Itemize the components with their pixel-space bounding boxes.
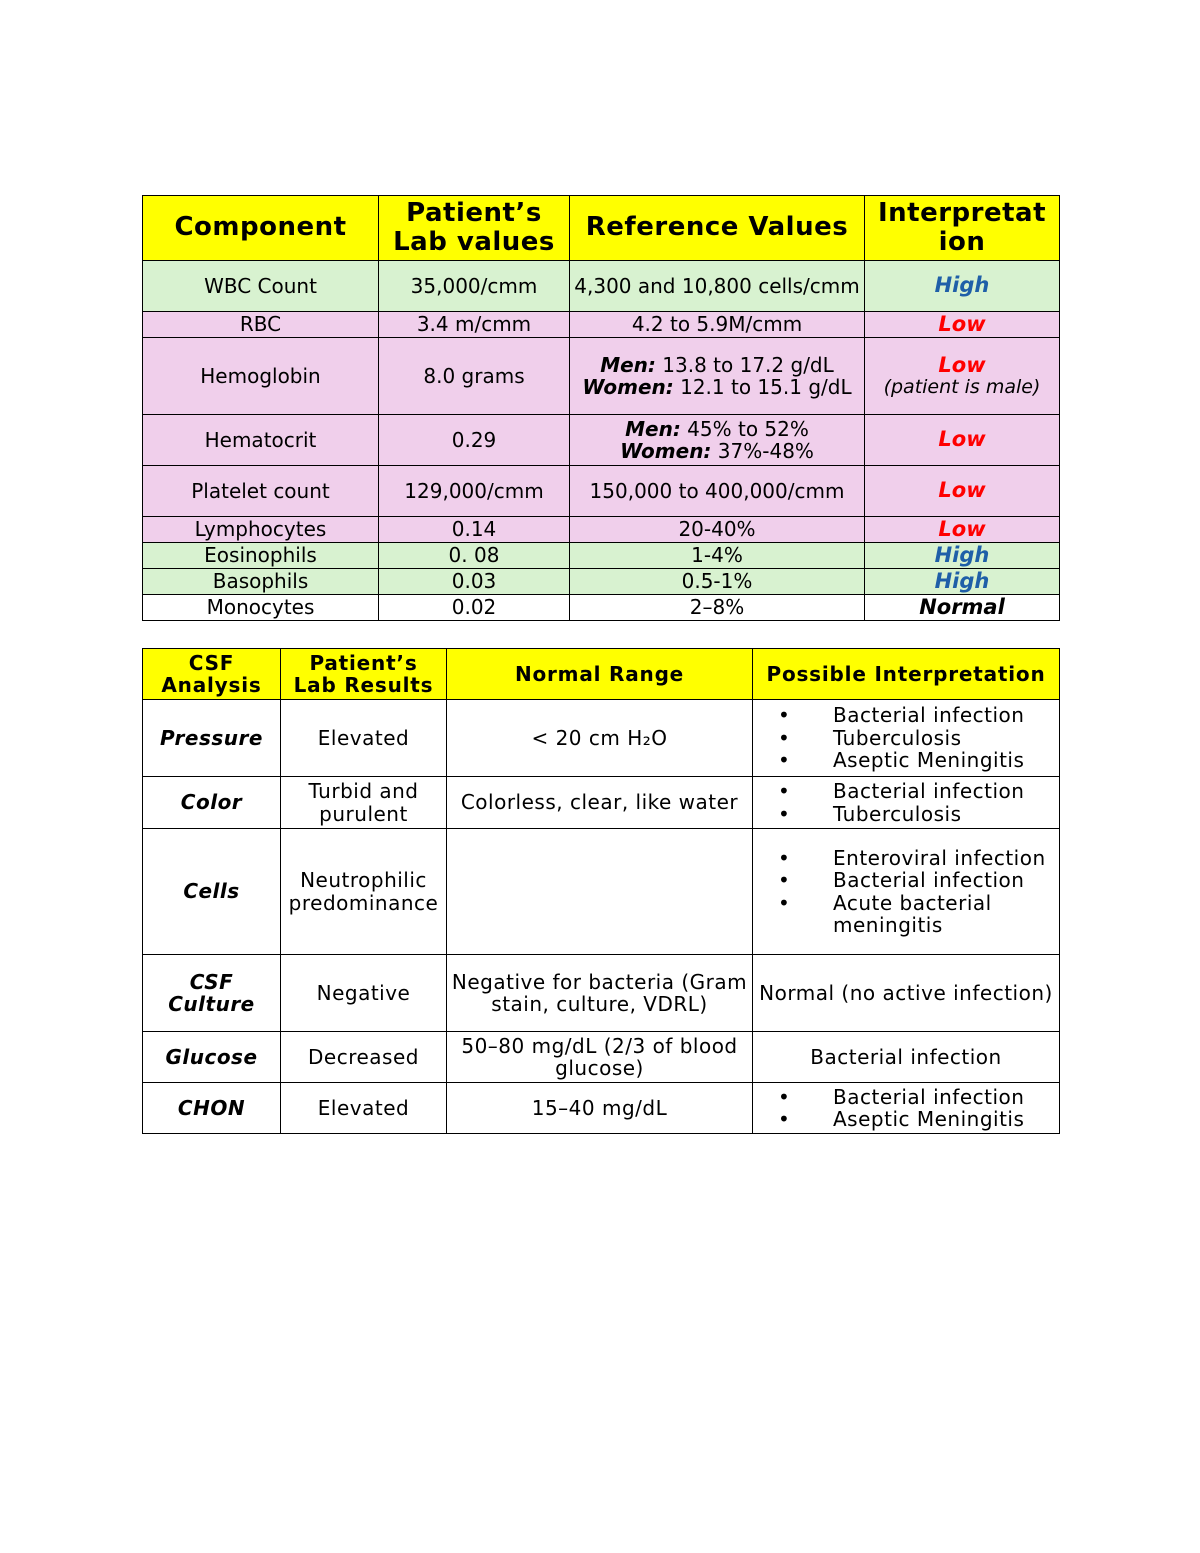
interpretation-cell [865, 312, 1060, 338]
interpretation-cell [753, 777, 1060, 829]
interpretation-high: High [934, 568, 990, 593]
reference-cell: 0.5-1% [570, 569, 865, 595]
parameter-cell: Pressure [143, 700, 281, 777]
interpretation-high: High [934, 273, 990, 298]
interpretation-cell [865, 466, 1060, 517]
value-cell: 0. 08 [379, 543, 570, 569]
parameter-cell: Cells [143, 829, 281, 955]
value-cell: 0.29 [379, 415, 570, 466]
header-reference-values: Reference Values [570, 196, 865, 261]
interpretation-cell [753, 700, 1060, 777]
list-item: • Acute bacterial meningitis [773, 892, 1055, 937]
interpretation-cell: Bacterial infection [753, 1032, 1060, 1083]
interpretation-low: Low [938, 516, 986, 541]
parameter-cell: Color [143, 777, 281, 829]
interpretation-note: (patient is male) [883, 376, 1041, 399]
table-row [143, 543, 1060, 569]
interpretation-low: Low [938, 352, 986, 377]
men-range: 45% to 52% [680, 416, 809, 441]
value-cell: 0.02 [379, 595, 570, 621]
table-row [143, 777, 1060, 829]
range-cell: 15–40 mg/dL [447, 1083, 753, 1134]
table-row [143, 261, 1060, 312]
range-cell: Colorless, clear, like water [447, 777, 753, 829]
women-range: 37%-48% [711, 439, 814, 463]
reference-cell: 4.2 to 5.9M/cmm [570, 312, 865, 338]
table-row [143, 415, 1060, 466]
interpretation-high: High [934, 542, 990, 567]
interpretation-list [773, 1086, 1055, 1131]
reference-cell: 2–8% [570, 595, 865, 621]
reference-cell: 4,300 and 10,800 cells/cmm [570, 261, 865, 312]
table-row [143, 1032, 1060, 1083]
interpretation-cell [865, 415, 1060, 466]
table-row [143, 517, 1060, 543]
interpretation-low: Low [938, 427, 986, 452]
interpretation-list [773, 847, 1055, 937]
component-cell: Platelet count [143, 466, 379, 517]
component-cell: Basophils [143, 569, 379, 595]
interpretation-cell [865, 569, 1060, 595]
header-interpretation: Interpretat ion [865, 196, 1060, 261]
interpretation-low: Low [938, 478, 986, 503]
header-component: Component [143, 196, 379, 261]
result-cell: Negative [281, 955, 447, 1032]
parameter-cell: CHON [143, 1083, 281, 1134]
interpretation-list [773, 704, 1055, 771]
table-row [143, 955, 1060, 1032]
table-row [143, 312, 1060, 338]
csf-header-row [143, 649, 1060, 700]
reference-cell: 1-4% [570, 543, 865, 569]
list-item: • Bacterial infection [773, 704, 1055, 726]
table-row [143, 829, 1060, 955]
value-cell: 129,000/cmm [379, 466, 570, 517]
interpretation-list [773, 780, 1055, 825]
interpretation-cell [865, 338, 1060, 415]
table-row [143, 1083, 1060, 1134]
table-row [143, 569, 1060, 595]
table-row [143, 338, 1060, 415]
header-patient-lab-values: Patient’s Lab values [379, 196, 570, 261]
interpretation-cell [865, 261, 1060, 312]
component-cell: RBC [143, 312, 379, 338]
cbc-lab-table [142, 195, 1060, 621]
component-cell: WBC Count [143, 261, 379, 312]
interpretation-cell [865, 543, 1060, 569]
interpretation-normal: Normal [919, 594, 1005, 619]
interpretation-cell [865, 595, 1060, 621]
interpretation-cell [865, 517, 1060, 543]
list-item: • Bacterial infection [773, 1086, 1055, 1108]
women-range: 12.1 to 15.1 g/dL [673, 375, 852, 399]
value-cell: 0.14 [379, 517, 570, 543]
header-possible-interpretation: Possible Interpretation [753, 649, 1060, 700]
value-cell: 8.0 grams [379, 338, 570, 415]
result-cell: Neutrophilic predominance [281, 829, 447, 955]
list-item: • Bacterial infection [773, 869, 1055, 891]
men-label: Men: [625, 416, 681, 441]
men-label: Men: [600, 352, 656, 377]
table-row [143, 700, 1060, 777]
value-cell: 0.03 [379, 569, 570, 595]
table-row [143, 466, 1060, 517]
header-csf-analysis: CSF Analysis [143, 649, 281, 700]
reference-cell: 150,000 to 400,000/cmm [570, 466, 865, 517]
interpretation-low: Low [938, 311, 986, 336]
range-cell: 50–80 mg/dL (2/3 of blood glucose) [447, 1032, 753, 1083]
reference-cell [570, 415, 865, 466]
interpretation-cell: Normal (no active infection) [753, 955, 1060, 1032]
list-item: • Tuberculosis [773, 803, 1055, 825]
women-label: Women: [620, 439, 712, 463]
header-normal-range: Normal Range [447, 649, 753, 700]
value-cell: 3.4 m/cmm [379, 312, 570, 338]
reference-cell: 20-40% [570, 517, 865, 543]
header-patient-lab-results: Patient’s Lab Results [281, 649, 447, 700]
parameter-cell: CSF Culture [143, 955, 281, 1032]
list-item: • Aseptic Meningitis [773, 1108, 1055, 1130]
range-cell [447, 829, 753, 955]
list-item: • Enteroviral infection [773, 847, 1055, 869]
list-item: • Bacterial infection [773, 780, 1055, 802]
range-cell: Negative for bacteria (Gram stain, culture, VDRL) [447, 955, 753, 1032]
parameter-cell: Glucose [143, 1032, 281, 1083]
interpretation-cell [753, 829, 1060, 955]
result-cell: Elevated [281, 1083, 447, 1134]
interpretation-cell [753, 1083, 1060, 1134]
result-cell: Decreased [281, 1032, 447, 1083]
range-cell: < 20 cm H₂O [447, 700, 753, 777]
women-label: Women: [582, 375, 674, 399]
csf-analysis-table [142, 648, 1060, 1134]
component-cell: Lymphocytes [143, 517, 379, 543]
cbc-header-row [143, 196, 1060, 261]
component-cell: Eosinophils [143, 543, 379, 569]
reference-cell [570, 338, 865, 415]
list-item: • Aseptic Meningitis [773, 749, 1055, 771]
result-cell: Elevated [281, 700, 447, 777]
list-item: • Tuberculosis [773, 727, 1055, 749]
table-row [143, 595, 1060, 621]
component-cell: Monocytes [143, 595, 379, 621]
component-cell: Hemoglobin [143, 338, 379, 415]
value-cell: 35,000/cmm [379, 261, 570, 312]
men-range: 13.8 to 17.2 g/dL [655, 352, 834, 377]
result-cell: Turbid and purulent [281, 777, 447, 829]
component-cell: Hematocrit [143, 415, 379, 466]
